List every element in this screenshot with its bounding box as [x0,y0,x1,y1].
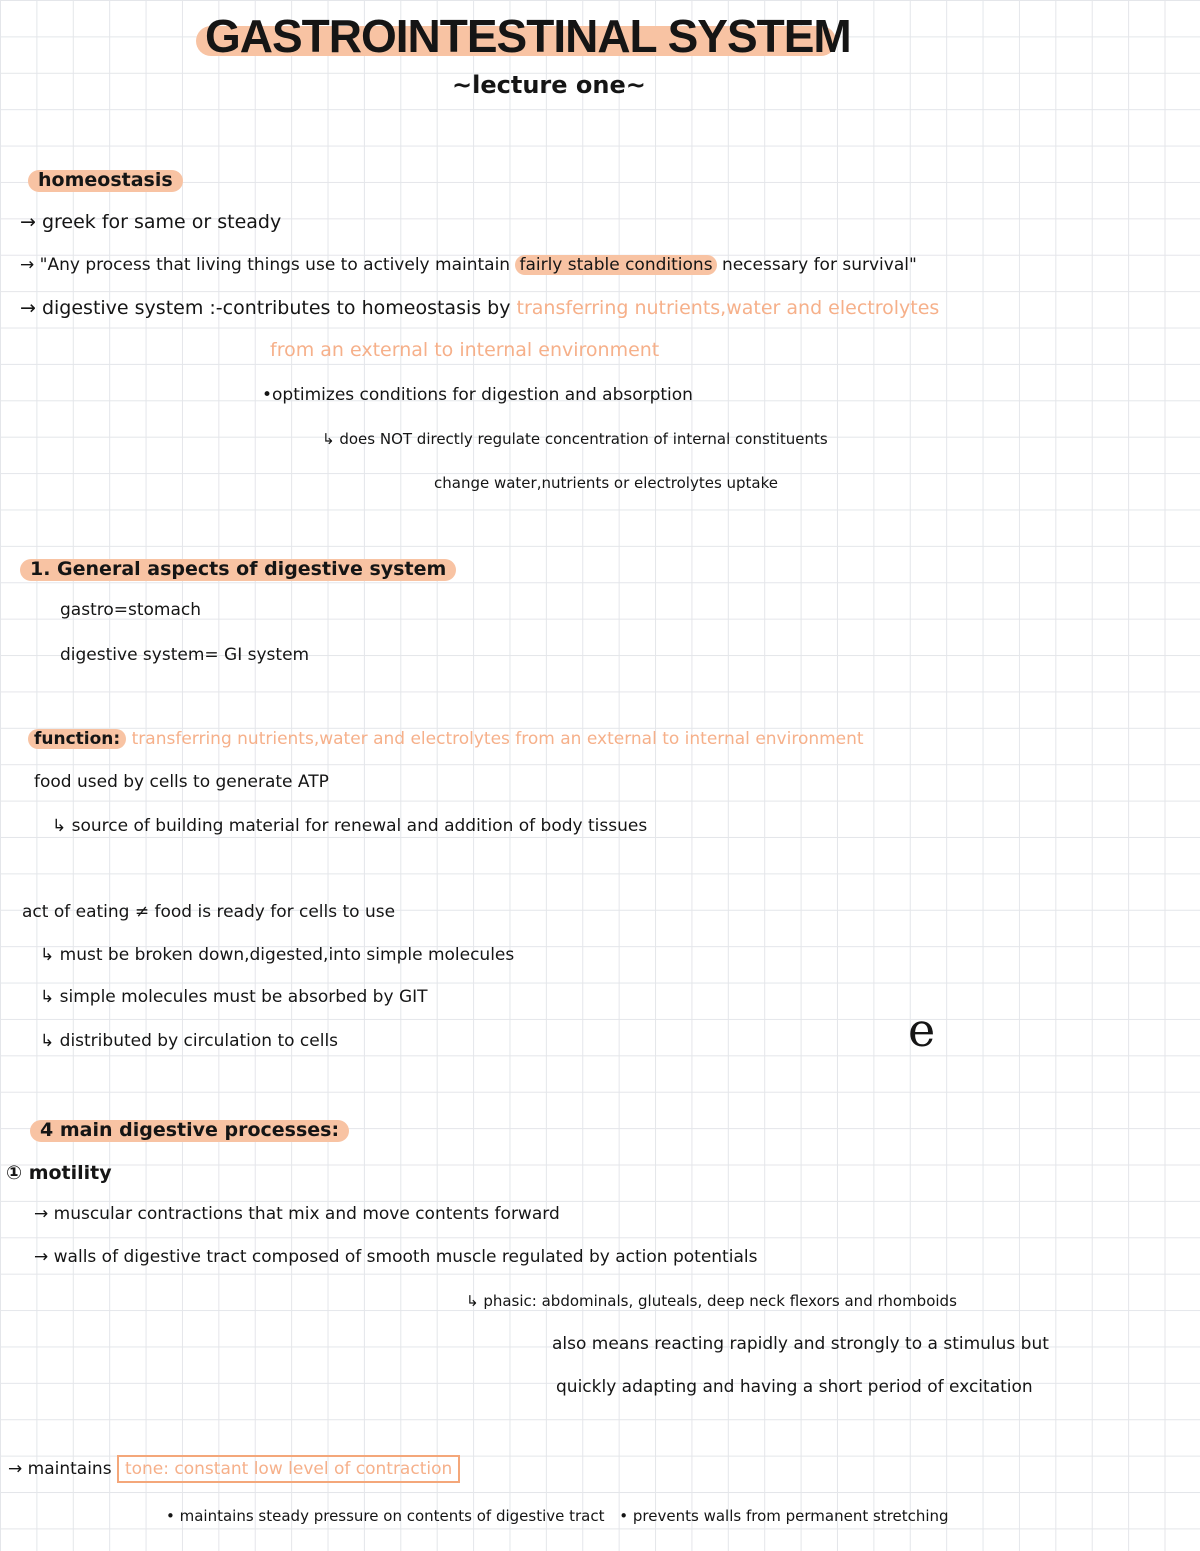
homeostasis-line-1: → greek for same or steady [20,211,282,233]
processes-line-6-start: → maintains [8,1459,112,1479]
processes-line-7 [166,1508,949,1525]
eating-line-2: ↳ must be broken down,digested,into simple molecules [40,945,515,965]
general-heading: 1. General aspects of digestive system [20,559,456,581]
function-text: transferring nutrients,water and electrolytes from an external to internal environment [131,729,864,749]
page-subtitle: ~lecture one~ [452,71,646,99]
processes-line-1: → muscular contractions that mix and move contents forward [34,1204,560,1224]
processes-line-7-start: • maintains steady pressure on contents of digestive tract [166,1507,605,1525]
processes-line-4: also means reacting rapidly and strongly to a stimulus but [552,1334,1049,1354]
homeostasis-heading: homeostasis [28,170,183,192]
homeostasis-line-4: from an external to internal environment [270,339,660,361]
eating-line-3: ↳ simple molecules must be absorbed by GIT [40,987,428,1007]
page-title: GASTROINTESTINAL SYSTEM [205,10,851,62]
homeostasis-line-5: •optimizes conditions for digestion and absorption [262,385,693,405]
general-line-1: gastro=stomach [60,600,202,620]
processes-heading: 4 main digestive processes: [30,1120,349,1142]
function-line [28,730,864,750]
function-line-2: ↳ source of building material for renewal and addition of body tissues [52,816,648,836]
homeostasis-line-3 [20,298,939,320]
processes-line-6 [8,1460,460,1480]
eating-line-4: ↳ distributed by circulation to cells [40,1031,339,1051]
processes-line-3: ↳ phasic: abdominals, gluteals, deep neck flexors and rhomboids [466,1292,957,1310]
tone-box: tone: constant low level of contraction [117,1455,460,1483]
homeostasis-line-2-end: necessary for survival" [721,255,917,275]
processes-line-2: → walls of digestive tract composed of smooth muscle regulated by action potentials [34,1247,758,1267]
general-line-2: digestive system= GI system [60,645,310,665]
homeostasis-line-7: change water,nutrients or electrolytes uptake [434,474,779,492]
homeostasis-line-2 [20,256,917,276]
processes-line-5: quickly adapting and having a short period of excitation [556,1377,1033,1397]
homeostasis-line-3-accent: transferring nutrients,water and electrolytes [516,297,940,319]
doodle-letter: e [908,1003,936,1057]
eating-line-1: act of eating ≠ food is ready for cells to use [22,902,396,922]
homeostasis-line-3-start: → digestive system :-contributes to homeostasis by [20,297,511,319]
function-label: function: [28,729,126,749]
homeostasis-line-2-start: → "Any process that living things use to actively maintain [20,255,511,275]
homeostasis-line-6: ↳ does NOT directly regulate concentration of internal constituents [322,430,828,448]
homeostasis-line-2-highlight: fairly stable conditions [515,255,716,275]
function-line-1: food used by cells to generate ATP [34,772,329,792]
motility-heading: ① motility [6,1162,112,1184]
processes-line-7-end: • prevents walls from permanent stretching [619,1507,949,1525]
